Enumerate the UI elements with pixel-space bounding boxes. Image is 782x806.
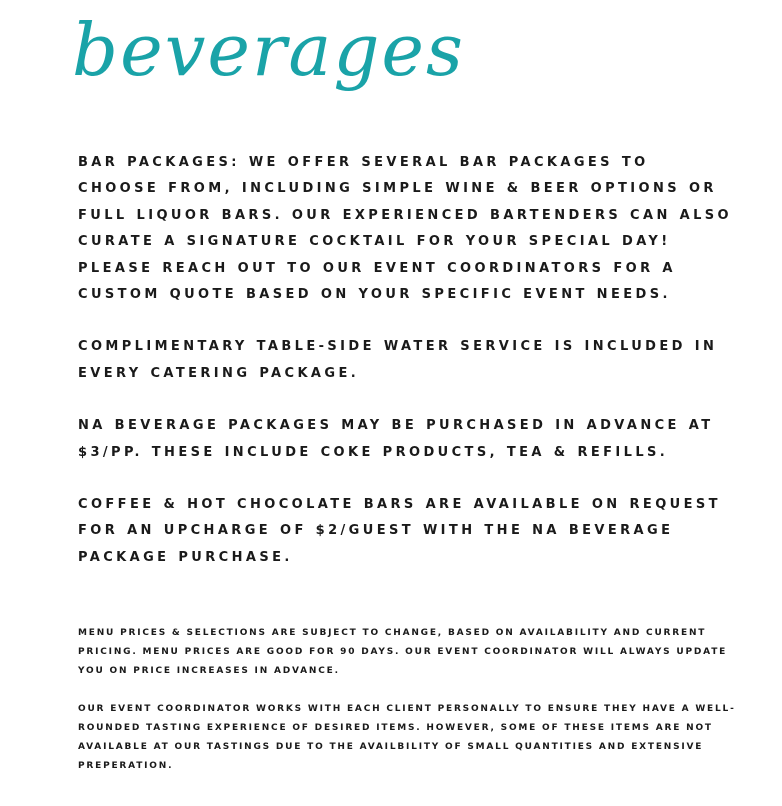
water-service-paragraph: COMPLIMENTARY TABLE-SIDE WATER SERVICE IS INCLUDED IN EVERY CATERING PACKAGE. bbox=[78, 339, 718, 381]
bar-packages-paragraph: BAR PACKAGES: WE OFFER SEVERAL BAR PACKAGES TO CHOOSE FROM, INCLUDING SIMPLE WINE & BEER OPTIONS OR FULL LIQUOR BARS. OUR EXPERIENCED BARTENDERS CAN ALSO CURATE A SIGNATURE COCKTAIL FOR YOUR SPECIAL DAY! PLEASE REACH OUT TO OUR EVENT COORDINATORS FOR A CUSTOM QUOTE BASED ON YOUR SPECIFIC EVENT NEEDS. bbox=[78, 155, 733, 303]
fine-print bbox=[78, 624, 738, 776]
coffee-bar-paragraph: COFFEE & HOT CHOCOLATE BARS ARE AVAILABLE ON REQUEST FOR AN UPCHARGE OF $2/GUEST WITH THE NA BEVERAGE PACKAGE PURCHASE. bbox=[78, 497, 721, 565]
tasting-note: OUR EVENT COORDINATOR WORKS WITH EACH CLIENT PERSONALLY TO ENSURE THEY HAVE A WELL-ROUNDED TASTING EXPERIENCE OF DESIRED ITEMS. HOWEVER, SOME OF THESE ITEMS ARE NOT AVAILABLE AT OUR TASTINGS DUE TO THE AVAILBILITY OF SMALL QUANTITIES AND EXTENSIVE PREPERATION. bbox=[78, 704, 736, 771]
beverage-info bbox=[78, 150, 738, 571]
na-beverage-paragraph: NA BEVERAGE PACKAGES MAY BE PURCHASED IN ADVANCE AT $3/PP. THESE INCLUDE COKE PRODUCTS, TEA & REFILLS. bbox=[78, 418, 714, 460]
pricing-note: MENU PRICES & SELECTIONS ARE SUBJECT TO CHANGE, BASED ON AVAILABILITY AND CURRENT PRICING. MENU PRICES ARE GOOD FOR 90 DAYS. OUR EVENT COORDINATOR WILL ALWAYS UPDATE YOU ON PRICE INCREASES IN ADVANCE. bbox=[78, 628, 728, 676]
page-title: beverages bbox=[72, 8, 465, 92]
